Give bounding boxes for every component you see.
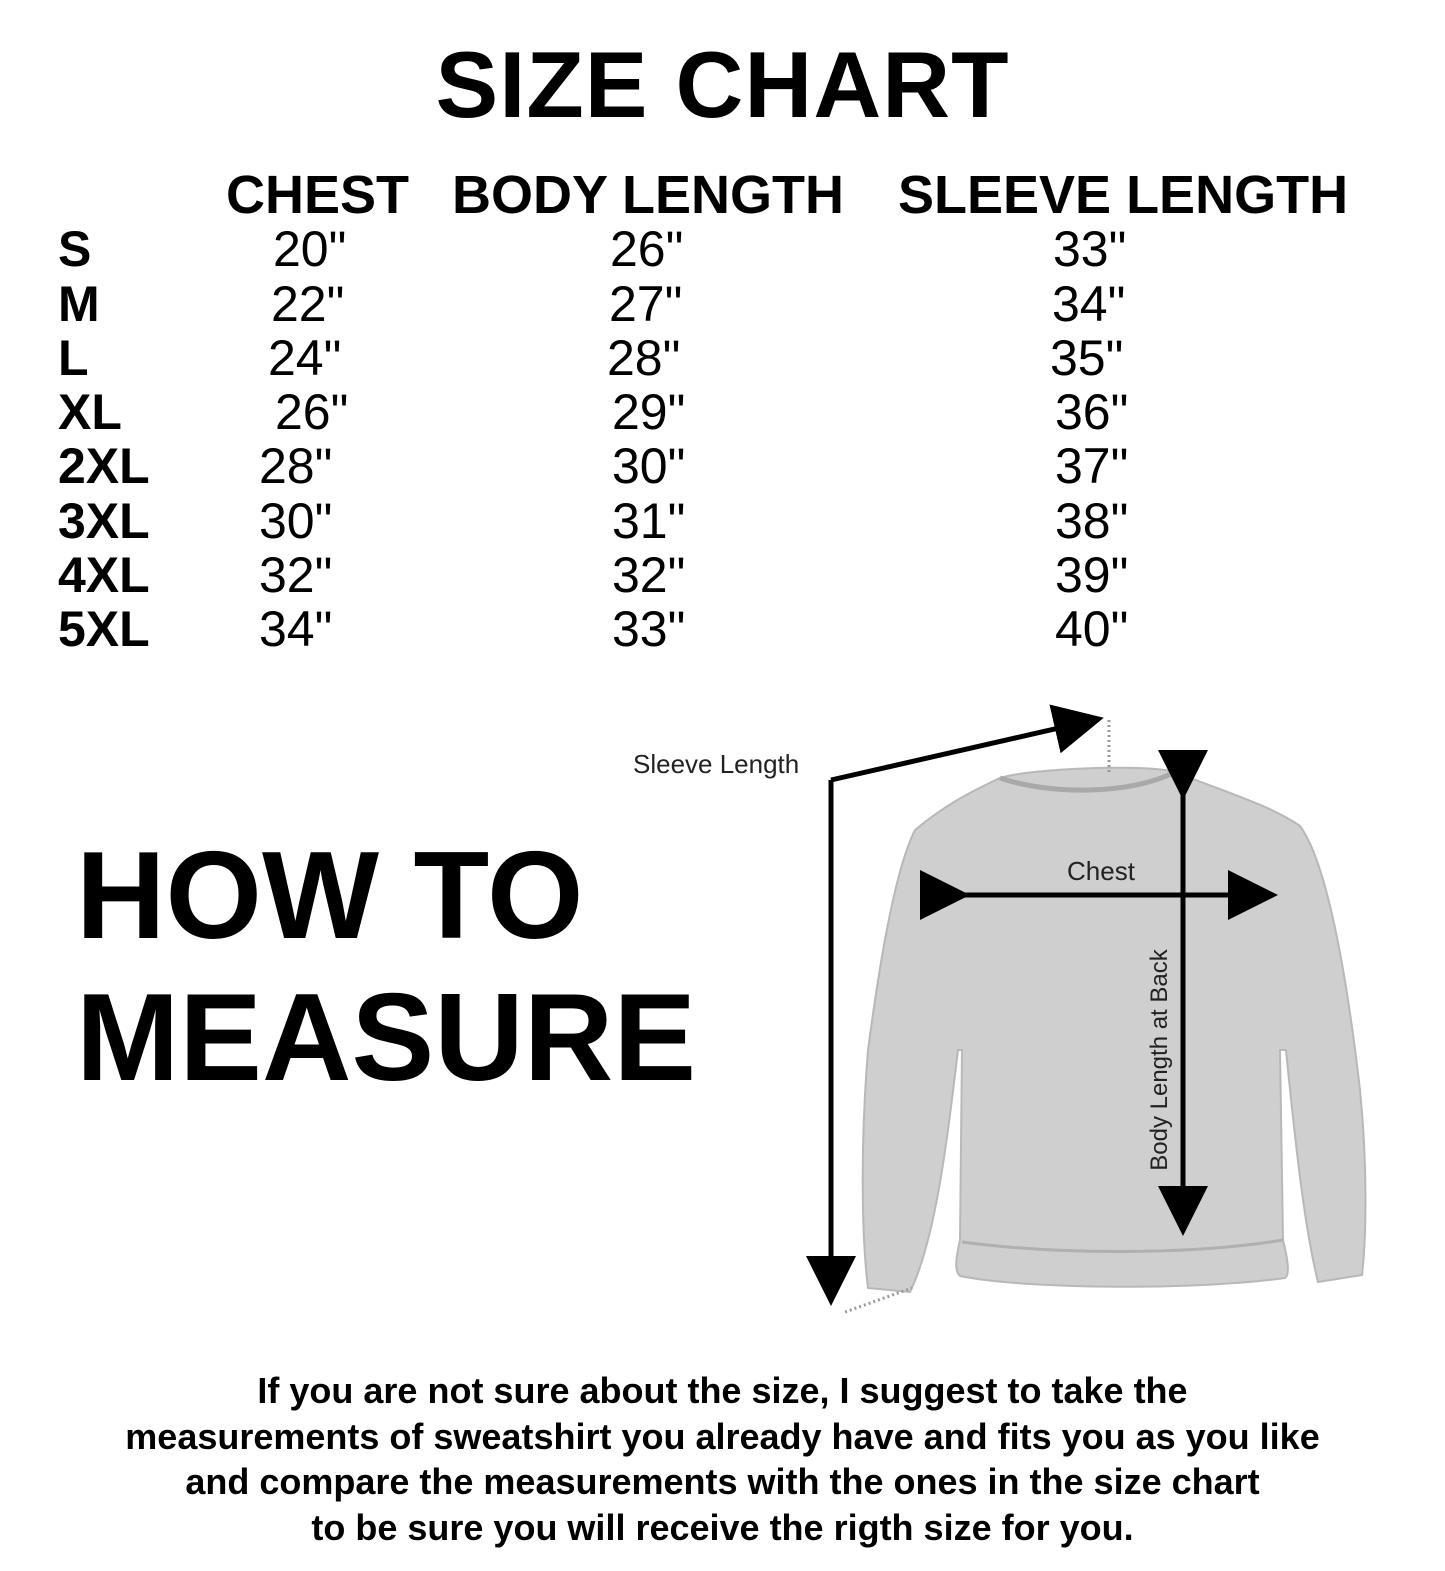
chest-value: 20" [273, 221, 347, 277]
note-line: If you are not sure about the size, I suggest to take the [257, 1370, 1188, 1411]
body-length-value: 26" [610, 221, 684, 277]
size-label: 3XL [58, 493, 150, 549]
chest-value: 24" [268, 330, 342, 386]
sleeve-length-label: Sleeve Length [633, 749, 800, 779]
body-length-value: 27" [609, 276, 683, 332]
page-title: SIZE CHART [435, 32, 1010, 137]
size-label: 2XL [58, 438, 150, 494]
size-label: L [58, 330, 89, 386]
note-line: to be sure you will receive the rigth size for you. [311, 1506, 1134, 1548]
size-label: M [58, 276, 100, 332]
chest-value: 32" [259, 547, 333, 603]
sleeve-length-value: 33" [1053, 221, 1127, 277]
chest-value: 30" [259, 493, 333, 549]
chest-value: 22" [271, 276, 345, 332]
size-label: XL [58, 384, 122, 440]
sleeve-length-value: 35" [1050, 330, 1124, 386]
sleeve-length-value: 37" [1055, 438, 1129, 494]
column-header-body-length: BODY LENGTH [452, 165, 845, 225]
body-length-label: Body Length at Back [1146, 949, 1173, 1171]
size-advice-note [0, 1368, 1445, 1550]
size-label: S [58, 221, 92, 277]
note-line: measurements of sweatshirt you already have and fits you as you like [125, 1415, 1320, 1457]
chest-label: Chest [1067, 856, 1135, 886]
chest-value: 28" [259, 438, 333, 494]
size-label: 4XL [58, 547, 150, 603]
sleeve-length-value: 39" [1055, 547, 1129, 603]
body-length-value: 29" [612, 384, 686, 440]
how-to-line: HOW TO [76, 827, 584, 965]
body-length-value: 31" [612, 493, 686, 549]
body-length-value: 30" [612, 438, 686, 494]
chest-value: 34" [259, 601, 333, 657]
sleeve-length-value: 38" [1055, 493, 1129, 549]
sweatshirt-body [863, 768, 1366, 1292]
chest-value: 26" [275, 384, 349, 440]
body-length-value: 33" [612, 601, 686, 657]
sleeve-length-value: 36" [1055, 384, 1129, 440]
sleeve-length-value: 40" [1055, 601, 1129, 657]
measure-line: MEASURE [76, 969, 697, 1107]
note-line: and compare the measurements with the ones in the size chart [185, 1461, 1260, 1502]
sweatshirt-illustration [863, 768, 1366, 1292]
size-label: 5XL [58, 601, 150, 657]
body-length-value: 28" [607, 330, 681, 386]
body-length-value: 32" [612, 547, 686, 603]
column-header-sleeve-length: SLEEVE LENGTH [898, 165, 1349, 225]
column-header-chest: CHEST [226, 165, 410, 225]
sleeve-length-value: 34" [1052, 276, 1126, 332]
